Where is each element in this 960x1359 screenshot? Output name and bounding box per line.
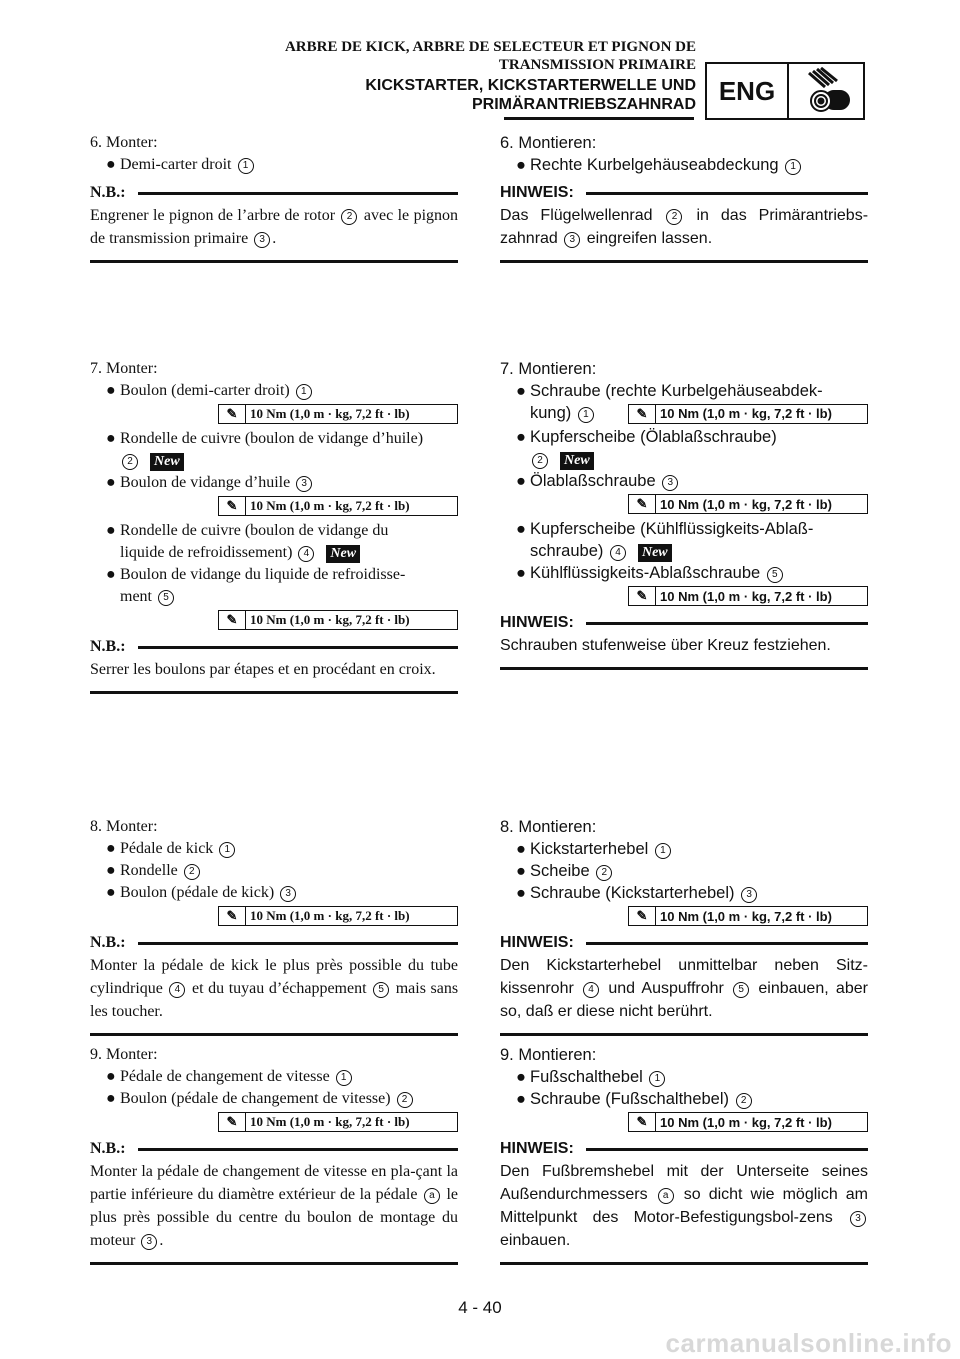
torque-spec — [90, 1112, 458, 1132]
fr-step-9-item-1 — [106, 1066, 458, 1088]
de-step-9 — [500, 1044, 868, 1265]
header-title-fr-line1: ARBRE DE KICK, ARBRE DE SELECTEUR ET PIGNON DE — [284, 39, 696, 55]
de-step-8-item-3 — [516, 882, 868, 904]
note-text: und Auspuffrohr — [608, 980, 724, 997]
note-rule — [138, 942, 458, 945]
callout-2: 2 — [397, 1092, 413, 1108]
item-text: Boulon (pédale de kick) — [120, 884, 275, 901]
torque-value: 10 Nm (1,0 m · kg, 7,2 ft · lb) — [660, 588, 832, 604]
callout-1: 1 — [219, 842, 235, 858]
de-step-8-title: 8. Montieren: — [500, 818, 597, 836]
note-text: einbauen, aber so, daß er diese nicht berührt. — [500, 980, 868, 1020]
bullet-icon: ● — [106, 382, 116, 399]
wrench-icon: ✎ — [629, 1113, 656, 1131]
fr-step-9-title: 9. Monter: — [90, 1046, 158, 1063]
de-step-6-note — [500, 204, 868, 250]
callout-5: 5 — [733, 982, 749, 998]
fr-step-8-item-2 — [106, 860, 458, 882]
note-text: . — [159, 1232, 164, 1249]
callout-4: 4 — [298, 546, 314, 562]
wrench-icon: ✎ — [219, 907, 246, 925]
de-step-7-note: Schrauben stufenweise über Kreuz festziehen. — [500, 637, 831, 654]
callout-3: 3 — [741, 887, 757, 903]
note-text: eingreifen lassen. — [586, 230, 713, 247]
note-rule — [138, 646, 458, 649]
callout-5: 5 — [373, 982, 389, 998]
callout-2: 2 — [596, 865, 612, 881]
callout-2: 2 — [666, 209, 682, 225]
de-step-7-item-3 — [516, 470, 868, 492]
bullet-icon: ● — [106, 884, 116, 901]
callout-5: 5 — [158, 590, 174, 606]
note-text: so dicht wie möglich am Mittelpunkt des Motor-Befestigungsbol-zens — [500, 1186, 869, 1226]
torque-value: 10 Nm (1,0 m · kg, 7,2 ft · lb) — [250, 406, 410, 421]
callout-1: 1 — [578, 407, 594, 423]
bullet-icon: ● — [516, 428, 526, 446]
fr-step-7-item-4 — [106, 520, 458, 542]
bullet-icon: ● — [516, 1090, 526, 1108]
fr-step-7-note: Serrer les boulons par étapes et en procédant en croix. — [90, 661, 436, 678]
bullet-icon: ● — [106, 840, 116, 857]
item-text: Rechte Kurbelgehäuseabdeckung — [530, 156, 779, 174]
callout-a: a — [658, 1188, 674, 1204]
callout-2: 2 — [122, 454, 138, 470]
note-label: N.B.: — [90, 184, 126, 201]
fr-step-7-item-5 — [106, 564, 458, 586]
item-text: Schraube (Kickstarterhebel) — [530, 884, 735, 902]
de-step-6-item-1 — [516, 154, 868, 176]
de-step-7-item-4-cont — [500, 540, 868, 562]
bullet-icon: ● — [106, 1068, 116, 1085]
torque-value: 10 Nm (1,0 m · kg, 7,2 ft · lb) — [660, 908, 832, 924]
item-text: Ölablaßschraube — [530, 472, 656, 490]
callout-3: 3 — [141, 1234, 157, 1250]
callout-3: 3 — [280, 886, 296, 902]
section-label: ENG — [707, 64, 789, 118]
wrench-icon: ✎ — [629, 405, 656, 423]
item-text: liquide de refroidissement) — [120, 544, 293, 561]
torque-spec — [90, 496, 458, 516]
fr-step-6-note-header — [90, 184, 458, 202]
note-label: N.B.: — [90, 1140, 126, 1157]
new-part-badge: New — [150, 453, 184, 471]
section-badge — [705, 62, 865, 120]
bullet-icon: ● — [516, 472, 526, 490]
fr-step-7-item-2-cont — [90, 450, 458, 472]
note-text: Den Kickstarterhebel unmittelbar neben Sitz-kissenrohr — [500, 957, 868, 997]
callout-1: 1 — [655, 843, 671, 859]
item-text: Boulon (pédale de changement de vitesse) — [120, 1090, 391, 1107]
de-step-6-title: 6. Montieren: — [500, 134, 597, 152]
note-text: Das Flügelwellenrad — [500, 207, 653, 224]
de-step-9-note-header — [500, 1140, 868, 1158]
wrench-icon: ✎ — [629, 907, 656, 925]
note-text: avec le pignon de transmission primaire — [90, 207, 459, 247]
callout-3: 3 — [662, 475, 678, 491]
page-number: 4 - 40 — [458, 1298, 502, 1317]
torque-spec — [628, 404, 868, 424]
fr-step-8 — [90, 816, 458, 1036]
note-rule — [586, 942, 868, 945]
callout-3: 3 — [564, 232, 580, 248]
note-label: N.B.: — [90, 934, 126, 951]
callout-1: 1 — [785, 159, 801, 175]
fr-step-9-note — [90, 1160, 458, 1252]
note-label: N.B.: — [90, 638, 126, 655]
note-end-rule — [90, 1262, 458, 1265]
bullet-icon: ● — [106, 1090, 116, 1107]
de-step-7-item-2 — [516, 426, 868, 448]
fr-step-8-title: 8. Monter: — [90, 818, 158, 835]
note-rule — [586, 1148, 868, 1151]
item-text: Rondelle — [120, 862, 178, 879]
fr-step-8-item-3 — [106, 882, 458, 904]
item-text: Kickstarterhebel — [530, 840, 649, 858]
note-text: le plus près possible du centre du boulon de montage du moteur — [90, 1186, 458, 1249]
callout-1: 1 — [238, 158, 254, 174]
new-part-badge: New — [560, 452, 594, 470]
fr-step-8-note-header — [90, 934, 458, 952]
wrench-icon: ✎ — [629, 587, 656, 605]
note-text: Engrener le pignon de l’arbre de rotor — [90, 207, 336, 224]
fr-step-7-item-4-cont — [90, 542, 458, 564]
item-text: Rondelle de cuivre (boulon de vidange d’huile) — [120, 430, 424, 447]
bullet-icon: ● — [106, 522, 116, 539]
torque-spec — [90, 906, 458, 926]
de-step-9-item-1 — [516, 1066, 868, 1088]
item-text: Kühlflüssigkeits-Ablaßschraube — [530, 564, 761, 582]
item-text: Fußschalthebel — [530, 1068, 643, 1086]
note-label: HINWEIS: — [500, 614, 574, 631]
de-step-7-item-5 — [516, 562, 868, 584]
item-text: Schraube (rechte Kurbelgehäuseabdek- — [530, 382, 823, 400]
de-step-7-item-4 — [516, 518, 868, 540]
item-text: Schraube (Fußschalthebel) — [530, 1090, 730, 1108]
fr-step-7-title: 7. Monter: — [90, 360, 158, 377]
torque-spec — [90, 404, 458, 424]
item-text: Boulon (demi-carter droit) — [120, 382, 290, 399]
note-end-rule — [500, 1033, 868, 1036]
torque-value: 10 Nm (1,0 m · kg, 7,2 ft · lb) — [660, 496, 832, 512]
bullet-icon: ● — [516, 884, 526, 902]
bullet-icon: ● — [106, 430, 116, 447]
torque-value: 10 Nm (1,0 m · kg, 7,2 ft · lb) — [250, 612, 410, 627]
fr-step-6-item-1 — [106, 154, 458, 176]
de-step-7-item-1 — [516, 380, 868, 402]
note-text: in das Primärantriebs-zahnrad — [500, 207, 869, 247]
note-end-rule — [500, 667, 868, 670]
torque-value: 10 Nm (1,0 m · kg, 7,2 ft · lb) — [660, 406, 832, 421]
header-rule — [504, 117, 694, 120]
callout-2: 2 — [184, 864, 200, 880]
item-text: ment — [120, 588, 152, 605]
wrench-icon: ✎ — [219, 405, 246, 423]
item-text: Pédale de changement de vitesse — [120, 1068, 330, 1085]
item-text: Demi-carter droit — [120, 156, 232, 173]
item-text: Boulon de vidange d’huile — [120, 474, 291, 491]
note-label: HINWEIS: — [500, 934, 574, 951]
de-step-8-item-1 — [516, 838, 868, 860]
note-end-rule — [500, 1262, 868, 1265]
wrench-icon: ✎ — [219, 497, 246, 515]
bullet-icon: ● — [106, 862, 116, 879]
item-text: kung) — [530, 404, 572, 422]
callout-3: 3 — [254, 232, 270, 248]
fr-step-7-item-5-cont — [90, 586, 458, 608]
fr-step-8-note — [90, 954, 458, 1023]
note-text: mais sans les toucher. — [90, 980, 459, 1020]
item-text: Scheibe — [530, 862, 590, 880]
bullet-icon: ● — [106, 156, 116, 173]
callout-a: a — [424, 1188, 440, 1204]
callout-4: 4 — [169, 982, 185, 998]
wrench-icon: ✎ — [219, 611, 246, 629]
note-text: Monter la pédale de changement de vitesse en pla-çant la partie inférieure du diamètre extérieur de la pédale — [90, 1163, 458, 1203]
item-text: Kupferscheibe (Kühlflüssigkeits-Ablaß- — [530, 520, 814, 538]
engine-icon — [789, 64, 863, 118]
callout-4: 4 — [610, 545, 626, 561]
note-end-rule — [90, 691, 458, 694]
header-title-de-line2: PRIMÄRANTRIEBSZAHNRAD — [472, 96, 696, 113]
item-text: Pédale de kick — [120, 840, 214, 857]
torque-spec — [500, 906, 868, 926]
de-step-6-note-header — [500, 184, 868, 202]
new-part-badge: New — [326, 545, 360, 563]
callout-1: 1 — [296, 384, 312, 400]
bullet-icon: ● — [516, 564, 526, 582]
fr-step-7-item-3 — [106, 472, 458, 494]
de-step-9-note — [500, 1160, 868, 1252]
new-part-badge: New — [638, 544, 672, 562]
note-end-rule — [500, 260, 868, 263]
callout-1: 1 — [649, 1071, 665, 1087]
torque-value: 10 Nm (1,0 m · kg, 7,2 ft · lb) — [660, 1114, 832, 1130]
callout-2: 2 — [532, 453, 548, 469]
note-text: Monter la pédale de kick le plus près possible du tube cylindrique — [90, 957, 458, 997]
note-end-rule — [90, 260, 458, 263]
de-step-9-item-2 — [516, 1088, 868, 1110]
wrench-icon: ✎ — [219, 1113, 246, 1131]
bullet-icon: ● — [516, 156, 526, 174]
header-title-de — [365, 76, 696, 114]
callout-3: 3 — [850, 1211, 866, 1227]
bullet-icon: ● — [516, 520, 526, 538]
note-rule — [138, 192, 458, 195]
note-text: Den Fußbremshebel mit der Unterseite seines Außendurchmessers — [500, 1163, 868, 1203]
fr-step-9 — [90, 1044, 458, 1265]
torque-spec — [500, 494, 868, 514]
torque-value: 10 Nm (1,0 m · kg, 7,2 ft · lb) — [250, 1114, 410, 1129]
de-step-7-note-header — [500, 614, 868, 632]
fr-step-7-item-2 — [106, 428, 458, 450]
note-rule — [586, 192, 868, 195]
bullet-icon: ● — [516, 1068, 526, 1086]
bullet-icon: ● — [516, 840, 526, 858]
header-title-fr-line2: TRANSMISSION PRIMAIRE — [498, 57, 696, 73]
torque-value: 10 Nm (1,0 m · kg, 7,2 ft · lb) — [250, 908, 410, 923]
note-end-rule — [90, 1033, 458, 1036]
item-text: Boulon de vidange du liquide de refroidisse- — [120, 566, 406, 583]
note-rule — [138, 1148, 458, 1151]
torque-value: 10 Nm (1,0 m · kg, 7,2 ft · lb) — [250, 498, 410, 513]
fr-step-9-item-2 — [106, 1088, 458, 1110]
fr-step-6-note: Engrener le pignon de l’arbre de rotor 2 avec le pignon de transmission primaire 3 . — [90, 207, 459, 247]
callout-2: 2 — [736, 1093, 752, 1109]
callout-2: 2 — [341, 209, 357, 225]
fr-step-9-note-header — [90, 1140, 458, 1158]
fr-step-7-note-header — [90, 638, 458, 656]
de-step-8-note — [500, 954, 868, 1023]
item-text: schraube) — [530, 542, 604, 560]
note-label: HINWEIS: — [500, 1140, 574, 1157]
bullet-icon: ● — [516, 382, 526, 400]
wrench-icon: ✎ — [629, 495, 656, 513]
de-step-6 — [500, 132, 868, 263]
item-text: Rondelle de cuivre (boulon de vidange du — [120, 522, 389, 539]
note-text: et du tuyau d’échappement — [192, 980, 367, 997]
de-step-8-note-header — [500, 934, 868, 952]
torque-spec — [500, 586, 868, 606]
note-rule — [586, 622, 868, 625]
de-step-7-title: 7. Montieren: — [500, 360, 597, 378]
de-step-8 — [500, 816, 868, 1036]
bullet-icon: ● — [106, 566, 116, 583]
item-text: Kupferscheibe (Ölablaßschraube) — [530, 428, 777, 446]
de-step-7 — [500, 358, 868, 670]
torque-spec — [500, 1112, 868, 1132]
callout-4: 4 — [583, 982, 599, 998]
header-title-fr — [285, 38, 696, 74]
fr-step-6-title: 6. Monter: — [90, 134, 158, 151]
fr-step-6 — [90, 132, 458, 263]
de-step-7-item-1-cont — [500, 402, 868, 426]
torque-spec — [90, 610, 458, 630]
fr-step-8-item-1 — [106, 838, 458, 860]
de-step-7-item-2-cont — [500, 448, 868, 470]
header-title-de-line1: KICKSTARTER, KICKSTARTERWELLE UND — [365, 77, 696, 94]
bullet-icon: ● — [516, 862, 526, 880]
callout-5: 5 — [767, 567, 783, 583]
fr-step-7 — [90, 358, 458, 694]
bullet-icon: ● — [106, 474, 116, 491]
de-step-9-title: 9. Montieren: — [500, 1046, 597, 1064]
note-text: einbauen. — [500, 1232, 571, 1249]
de-step-8-item-2 — [516, 860, 868, 882]
callout-3: 3 — [296, 476, 312, 492]
callout-1: 1 — [336, 1070, 352, 1086]
watermark: carmanualsonline.info — [665, 1328, 952, 1358]
note-label: HINWEIS: — [500, 184, 574, 201]
fr-step-7-item-1 — [106, 380, 458, 402]
